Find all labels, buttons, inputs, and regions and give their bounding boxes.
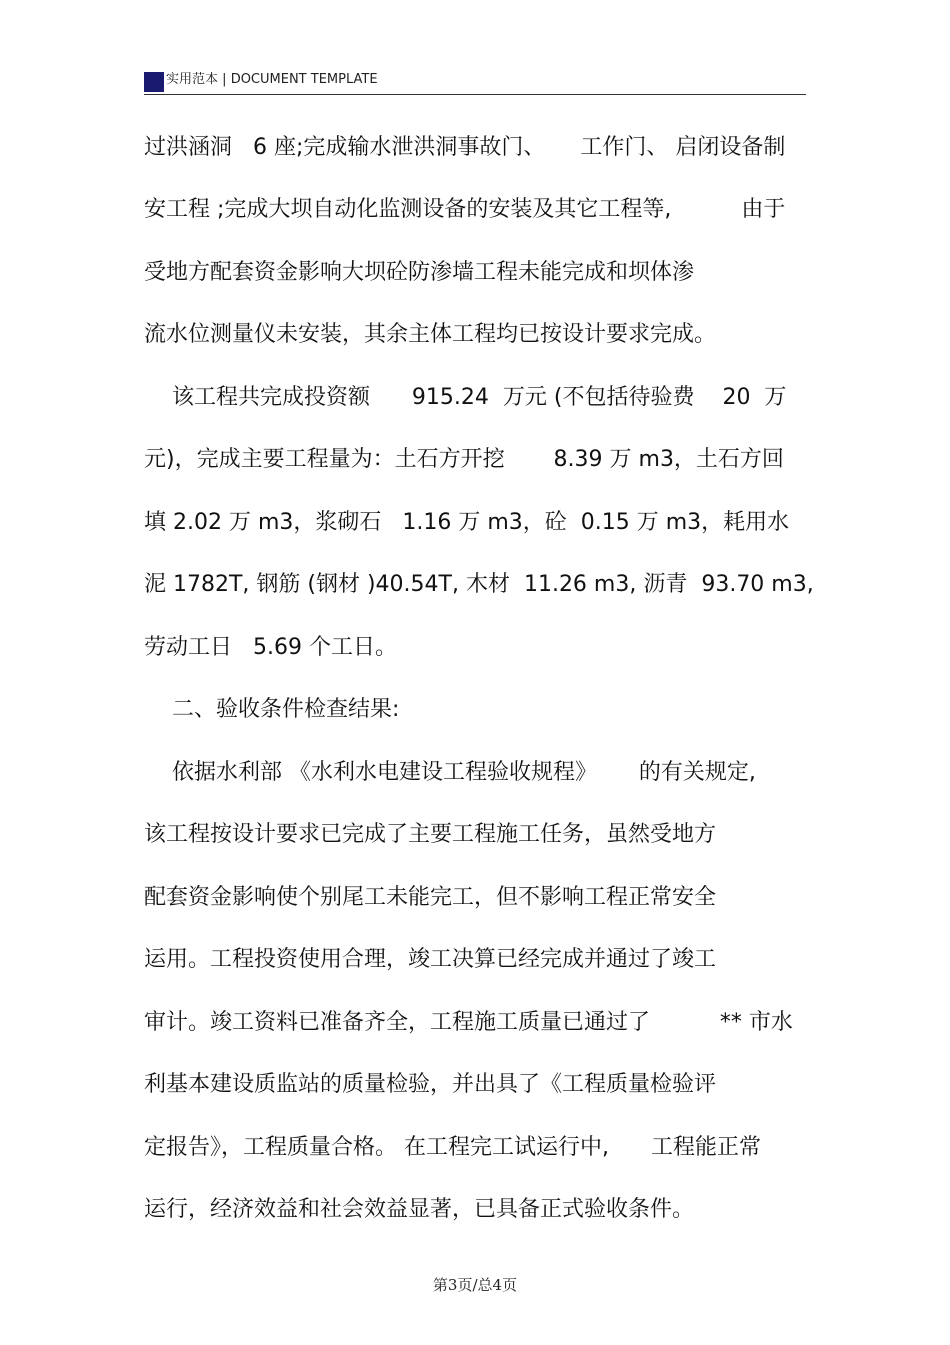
text-line: 定报告》，工程质量合格。 在工程完工试运行中, 工程能正常 bbox=[144, 1135, 761, 1160]
section-heading: 二、验收条件检查结果: bbox=[144, 697, 400, 722]
header-separator: | bbox=[222, 72, 227, 87]
page-number: 第3页/总4页 bbox=[432, 1276, 518, 1294]
text-line: 该工程按设计要求已完成了主要工程施工任务，虽然受地方 bbox=[144, 822, 717, 847]
text-line: 受地方配套资金影响大坝砼防渗墙工程未能完成和坝体渗 bbox=[144, 260, 695, 285]
header-title bbox=[166, 72, 378, 88]
text-line: 运行，经济效益和社会效益显著，已具备正式验收条件。 bbox=[144, 1197, 695, 1222]
text-line: 劳动工日 5.69 个工日。 bbox=[144, 635, 397, 660]
header-logo-text: 实用范本 bbox=[166, 72, 219, 87]
header-template-label: DOCUMENT TEMPLATE bbox=[230, 72, 378, 87]
text-line: 审计。竣工资料已准备齐全，工程施工质量已通过了 ** 市水 bbox=[144, 1010, 793, 1035]
text-line: 流水位测量仪未安装，其余主体工程均已按设计要求完成。 bbox=[144, 322, 717, 347]
text-line: 安工程 ;完成大坝自动化监测设备的安装及其它工程等, 由于 bbox=[144, 197, 786, 222]
text-line: 运用。工程投资使用合理，竣工决算已经完成并通过了竣工 bbox=[144, 947, 717, 972]
text-line: 依据水利部 《水利水电建设工程验收规程》 的有关规定, bbox=[144, 760, 756, 785]
page-header bbox=[144, 68, 806, 95]
text-line: 填 2.02 万 m3，浆砌石 1.16 万 m3，砼 0.15 万 m3，耗用水 bbox=[144, 510, 790, 535]
logo-square-icon bbox=[144, 72, 164, 92]
text-line: 利基本建设质监站的质量检验，并出具了《工程质量检验评 bbox=[144, 1072, 717, 1097]
text-line: 元)，完成主要工程量为：土石方开挖 8.39 万 m3，土石方回 bbox=[144, 447, 784, 472]
text-line: 该工程共完成投资额 915.24 万元 (不包括待验费 20 万 bbox=[144, 385, 787, 410]
text-line: 配套资金影响使个别尾工未能完工，但不影响工程正常安全 bbox=[144, 885, 717, 910]
text-line: 泥 1782T, 钢筋 (钢材 )40.54T, 木材 11.26 m3, 沥青 93.70 m3, bbox=[144, 572, 814, 597]
text-line: 过洪涵洞 6 座;完成输水泄洪洞事故门、 工作门、 启闭设备制 bbox=[144, 135, 786, 160]
